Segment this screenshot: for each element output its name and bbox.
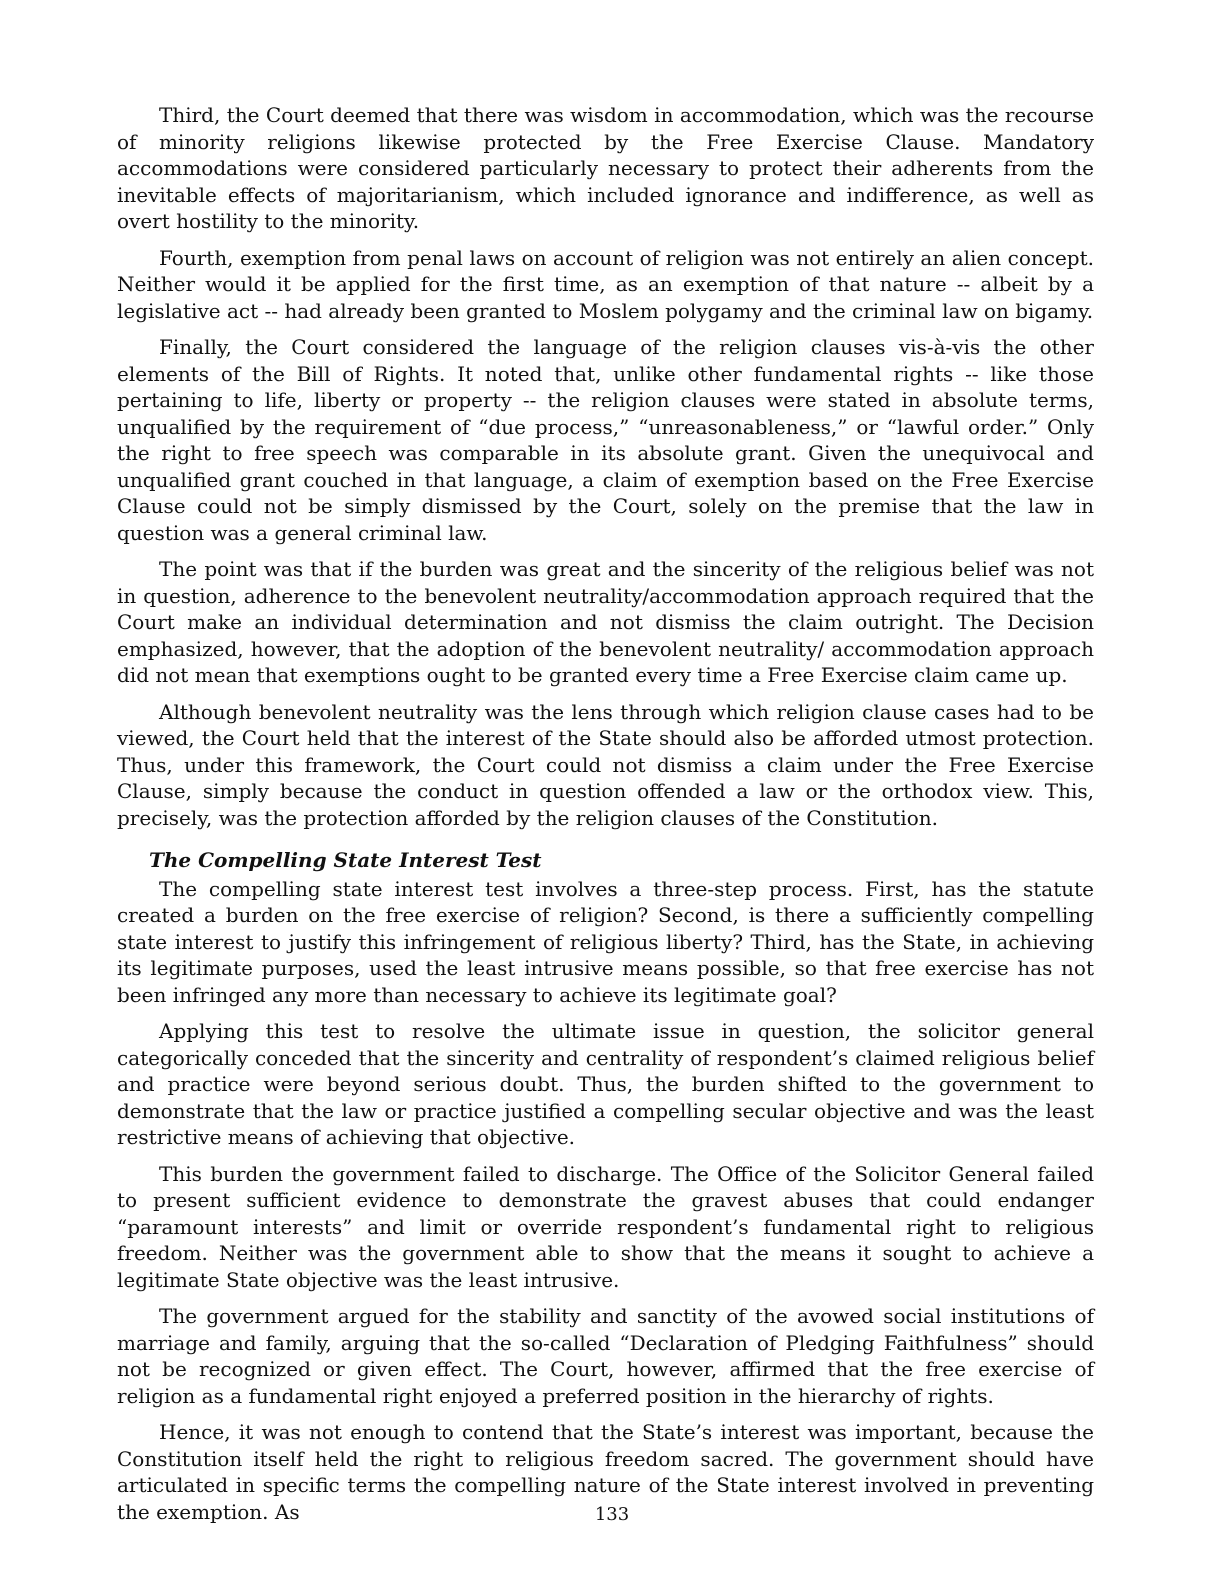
paragraph-finally-language: Finally, the Court considered the language of the religion clauses vis-à-vis the other elements of the Bill of Rights. It noted that, unlike other fundamental rights -- like those pertaining to life, liberty or property -- the religion clauses were stated in absolute terms, unqualified by the requirement of “due process,” “unreasonableness,” or “lawful order.” Only the right to free speech was comparable in its absolute grant. Given the unequivocal and unqualified grant couched in that language, a claim of exemption based on the Free Exercise Clause could not be simply dismissed by the Court, solely on the premise that the law in question was a general criminal law. [117, 335, 1094, 545]
paragraph-burden-sincerity: The point was that if the burden was great and the sincerity of the religious belief was not in question, adherence to the benevolent neutrality/accommodation approach required that the Court make an individual determination and not dismiss the claim outright. The Decision emphasized, however, that the adoption of the benevolent neutrality/ accommodation approach did not mean that exemptions ought to be granted every time a Free Exercise claim came up. [117, 557, 1094, 687]
document-page [117, 102, 1094, 1535]
section-heading: The Compelling State Interest Test [149, 848, 542, 872]
paragraph-applying-test: Applying this test to resolve the ultimate issue in question, the solicitor general categorically conceded that the sincerity and centrality of respondent’s claimed religious belief and practice were beyond serious doubt. Thus, the burden shifted to the government to demonstrate that the law or practice justified a compelling secular objective and was the least restrictive means of achieving that objective. [117, 1019, 1094, 1149]
paragraph-fourth-exemption: Fourth, exemption from penal laws on account of religion was not entirely an alien concept. Neither would it be applied for the first time, as an exemption of that nature -- albeit by a legislative act -- had already been granted to Moslem polygamy and the criminal law on bigamy. [117, 245, 1094, 323]
paragraph-three-step-process: The compelling state interest test involves a three-step process. First, has the statute created a burden on the free exercise of religion? Second, is there a sufficiently compelling state interest to justify this infringement of religious liberty? Third, has the State, in achieving its legitimate purposes, used the least intrusive means possible, so that free exercise has not been infringed any more than necessary to achieve its legitimate goal? [117, 876, 1094, 1007]
paragraph-hence: Hence, it was not enough to contend that the State’s interest was important, because the Constitution itself held the right to religious freedom sacred. The government should have articulated in specific terms the compelling nature of the State interest involved in preventing the exemption. As [117, 1420, 1094, 1524]
paragraph-burden-failed: This burden the government failed to discharge. The Office of the Solicitor General failed to present sufficient evidence to demonstrate the gravest abuses that could endanger “paramount interests” and limit or override respondent’s fundamental right to religious freedom. Neither was the government able to show that the means it sought to achieve a legitimate State objective was the least intrusive. [117, 1161, 1094, 1292]
page-number: 133 [594, 1504, 630, 1525]
paragraph-government-argued: The government argued for the stability and sanctity of the avowed social institutions of marriage and family, arguing that the so-called “Declaration of Pledging Faithfulness” should not be recognized or given effect. The Court, however, affirmed that the free exercise of religion as a fundamental right enjoyed a preferred position in the hierarchy of rights. [117, 1304, 1094, 1408]
paragraph-third-accommodation: Third, the Court deemed that there was wisdom in accommodation, which was the recourse of minority religions likewise protected by the Free Exercise Clause. Mandatory accommodations were considered particularly necessary to protect their adherents from the inevitable effects of majoritarianism, which included ignorance and indifference, as well as overt hostility to the minority. [117, 103, 1094, 233]
paragraph-benevolent-neutrality: Although benevolent neutrality was the lens through which religion clause cases had to be viewed, the Court held that the interest of the State should also be afforded utmost protection. Thus, under this framework, the Court could not dismiss a claim under the Free Exercise Clause, simply because the conduct in question offended a law or the orthodox view. This, precisely, was the protection afforded by the religion clauses of the Constitution. [117, 699, 1094, 830]
